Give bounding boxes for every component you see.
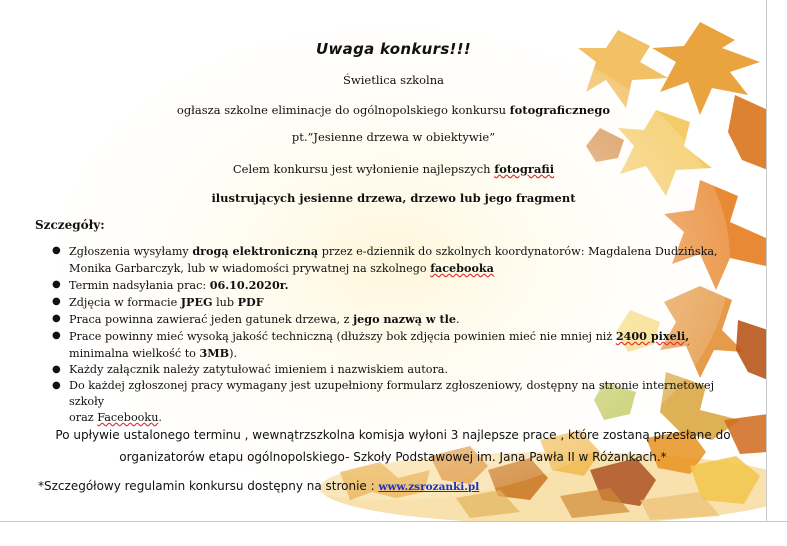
item-text: . bbox=[158, 411, 162, 424]
bullet-icon: ● bbox=[52, 380, 61, 391]
list-item bbox=[35, 311, 735, 328]
details-list bbox=[35, 243, 735, 426]
item-text: oraz bbox=[69, 411, 98, 424]
list-item bbox=[35, 277, 735, 294]
closing-note: Po upływie ustalonego terminu , wewnątrzszkolna komisja wyłoni 3 najlepsze prace , które zostaną przesłane do organizatorów etapu ogólnopolskiego- Szkoły Podstawowej im. Jana Pawła II w Różankach.* bbox=[55, 428, 731, 464]
item-text: Termin nadsyłania prac: bbox=[69, 279, 210, 292]
item-text: Każdy załącznik należy zatytułować imieniem i nazwiskiem autora. bbox=[69, 363, 449, 376]
bullet-icon: ● bbox=[52, 313, 61, 324]
announcement-bold: fotograficznego bbox=[509, 103, 611, 117]
bullet-icon: ● bbox=[52, 364, 61, 375]
item-underlined: Facebooku bbox=[97, 411, 159, 424]
item-text: Praca powinna zawierać jeden gatunek drzewa, z bbox=[69, 313, 354, 326]
footer-note bbox=[38, 479, 479, 493]
item-bold: facebooka bbox=[430, 261, 494, 275]
list-item bbox=[35, 328, 735, 362]
bullet-icon: ● bbox=[52, 330, 61, 341]
list-item bbox=[35, 294, 735, 311]
item-text: . bbox=[456, 313, 460, 326]
details-heading: Szczegóły: bbox=[35, 218, 105, 232]
website-link[interactable]: www.zsrozanki.pl bbox=[378, 481, 480, 493]
poster-title: Uwaga konkurs!!! bbox=[316, 40, 471, 58]
subject: ilustrujących jesienne drzewa, drzewo lub jego fragment bbox=[211, 191, 576, 205]
contest-name: pt.”Jesienne drzewa w obiektywie” bbox=[291, 130, 496, 144]
item-text: przez e-dziennik do szkolnych koordynatorów: Magdalena Dudzińska, bbox=[318, 245, 718, 258]
list-item bbox=[35, 362, 735, 378]
announcement bbox=[0, 103, 787, 117]
list-item bbox=[35, 243, 735, 277]
item-bold: 3MB bbox=[199, 346, 230, 360]
goal bbox=[0, 162, 787, 176]
item-text: Zgłoszenia wysyłamy bbox=[69, 245, 193, 258]
item-text: Monika Garbarczyk, lub w wiadomości prywatnej na szkolnego bbox=[69, 262, 431, 275]
item-bold: 06.10.2020r. bbox=[209, 278, 289, 292]
item-bold: PDF bbox=[237, 295, 264, 309]
item-text: Zdjęcia w formacie bbox=[69, 296, 181, 309]
item-text: minimalna wielkość to bbox=[69, 347, 200, 360]
bullet-icon: ● bbox=[52, 245, 61, 256]
bullet-icon: ● bbox=[52, 279, 61, 290]
item-bold: jego nazwą w tle bbox=[353, 312, 456, 326]
item-bold: drogą elektroniczną bbox=[192, 244, 319, 258]
announcement-text: ogłasza szkolne eliminacje do ogólnopolskiego konkursu bbox=[176, 103, 510, 117]
footer-text: *Szczegółowy regulamin konkursu dostępny na stronie : bbox=[38, 479, 379, 493]
item-bold: JPEG bbox=[180, 295, 213, 309]
organizer: Świetlica szkolna bbox=[343, 73, 444, 87]
item-bold: 2400 pixeli, bbox=[615, 329, 690, 343]
list-item bbox=[35, 378, 735, 426]
item-text: lub bbox=[212, 296, 238, 309]
goal-text: Celem konkursu jest wyłonienie najlepszych bbox=[232, 162, 495, 176]
item-text: ). bbox=[229, 347, 238, 360]
item-text: Do każdej zgłoszonej pracy wymagany jest uzupełniony formularz zgłoszeniowy, dostępny na stronie internetowej szkoły bbox=[69, 379, 715, 408]
goal-bold: fotografii bbox=[494, 162, 555, 176]
bullet-icon: ● bbox=[52, 296, 61, 307]
item-text: Prace powinny mieć wysoką jakość techniczną (dłuższy bok zdjęcia powinien mieć nie mniej niż bbox=[69, 330, 616, 343]
